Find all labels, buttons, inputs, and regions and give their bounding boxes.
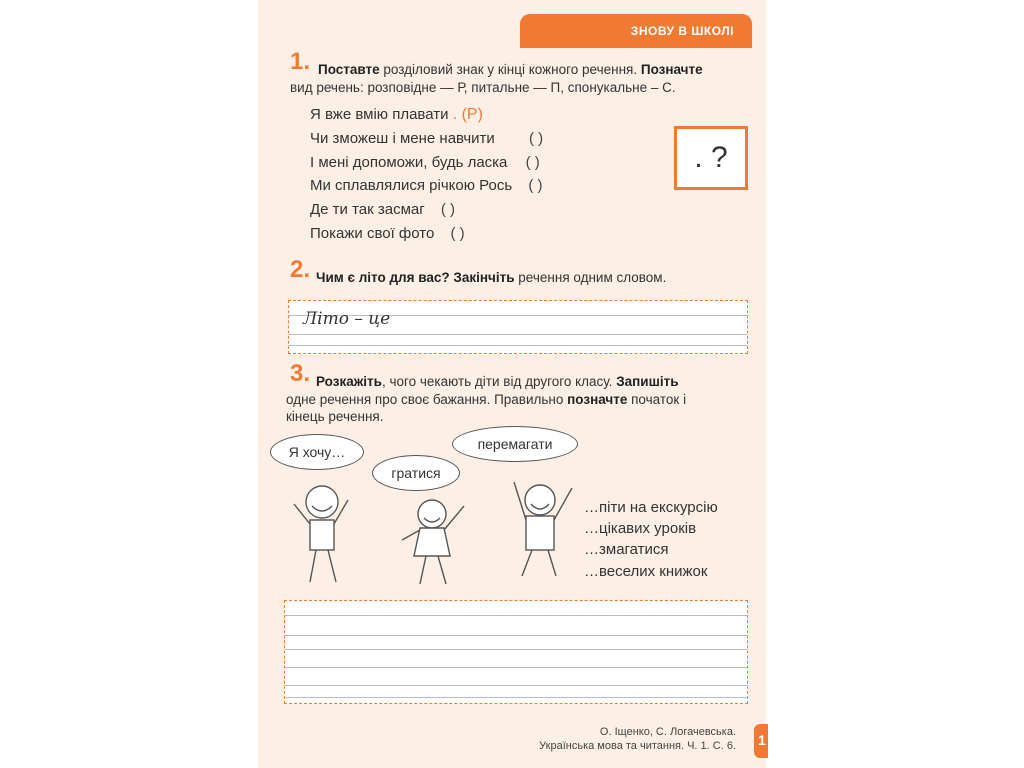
sentence-1 bbox=[310, 106, 483, 124]
children-illustration bbox=[282, 470, 582, 590]
guide-line bbox=[285, 635, 747, 636]
task2-instruction bbox=[316, 270, 666, 285]
sentence-2 bbox=[310, 130, 543, 147]
guide-line bbox=[285, 697, 747, 698]
section-title: ЗНОВУ В ШКОЛІ bbox=[630, 24, 734, 38]
task3-text: , чого чекають діти від другого класу. bbox=[381, 374, 617, 389]
task1-bold-put: Поставте bbox=[318, 62, 380, 77]
guide-line bbox=[285, 685, 747, 686]
task3-bold-mark: позначте bbox=[567, 392, 628, 407]
task1-text: розділовий знак у кінці кожного речення. bbox=[379, 62, 641, 77]
guide-line bbox=[285, 615, 747, 616]
sentence-text: Покажи свої фото bbox=[310, 225, 435, 242]
task1-bold-mark: Позначте bbox=[640, 62, 703, 77]
word-option-2: …цікавих уроків bbox=[584, 520, 697, 537]
guide-line bbox=[285, 667, 747, 668]
task3-bold-write: Запишіть bbox=[616, 374, 679, 389]
task3-text: початок і bbox=[627, 392, 687, 407]
guide-line bbox=[285, 649, 747, 650]
word-option-1: …піти на екскурсію bbox=[584, 499, 718, 516]
task2-text: речення одним словом. bbox=[514, 270, 667, 285]
task2-bold-finish: Закінчіть bbox=[453, 270, 515, 285]
sentence-text: Я вже вмію плавати bbox=[310, 106, 449, 123]
word-option-3: …змагатися bbox=[584, 541, 669, 558]
sentence-3 bbox=[310, 154, 540, 171]
sentence-text: Ми сплавлялися річкою Рось bbox=[310, 177, 513, 194]
task2-question: Чим є літо для вас? bbox=[316, 270, 454, 285]
footer-authors: О. Іщенко, С. Логачевська. bbox=[599, 726, 736, 738]
answer-bracket[interactable]: ( ) bbox=[450, 225, 465, 242]
punctuation-box: . ? bbox=[674, 126, 748, 190]
sentence-answer: . (Р) bbox=[452, 106, 483, 123]
answer-bracket[interactable]: ( ) bbox=[440, 201, 456, 218]
task3-bold-tell: Розкажіть bbox=[316, 374, 382, 389]
task1-instruction-line1 bbox=[318, 62, 703, 77]
sentence-text: І мені допоможи, будь ласка bbox=[310, 154, 508, 171]
footer-book: Українська мова та читання. Ч. 1. С. 6. bbox=[539, 740, 736, 752]
answer-bracket[interactable]: ( ) bbox=[525, 154, 540, 171]
task3-number: 3. bbox=[290, 360, 311, 387]
section-header bbox=[520, 14, 752, 48]
sentence-4 bbox=[310, 177, 543, 194]
answer-bracket[interactable]: ( ) bbox=[528, 130, 544, 147]
task1-number: 1. bbox=[290, 48, 311, 75]
sentence-5 bbox=[310, 201, 455, 218]
answer-bracket[interactable]: ( ) bbox=[528, 177, 543, 194]
word-option-4: …веселих книжок bbox=[584, 563, 708, 580]
task2-answer-box[interactable] bbox=[288, 300, 748, 354]
task3-instruction-line2 bbox=[286, 392, 686, 407]
sentence-text: Чи зможеш і мене навчити bbox=[310, 130, 495, 147]
guide-line bbox=[289, 334, 747, 335]
page-number-tab bbox=[754, 724, 768, 758]
speech-bubble-3: перемагати bbox=[452, 426, 578, 462]
guide-line bbox=[289, 345, 747, 346]
task2-number: 2. bbox=[290, 256, 311, 283]
task3-text: одне речення про своє бажання. Правильно bbox=[286, 392, 568, 407]
speech-bubble-2: гратися bbox=[372, 455, 460, 491]
speech-bubble-1: Я хочу… bbox=[270, 434, 364, 470]
sentence-text: Де ти так засмаг bbox=[310, 201, 425, 218]
page-number: 1 bbox=[758, 732, 766, 748]
task3-instruction-line1 bbox=[316, 374, 679, 389]
task3-instruction-line3: кінець речення. bbox=[286, 409, 384, 424]
task3-answer-box[interactable] bbox=[284, 600, 748, 704]
task1-instruction-line2: вид речень: розповідне — Р, питальне — П, спонукальне – С. bbox=[290, 80, 676, 95]
sentence-6 bbox=[310, 225, 465, 242]
written-start: Літо – це bbox=[303, 309, 391, 329]
